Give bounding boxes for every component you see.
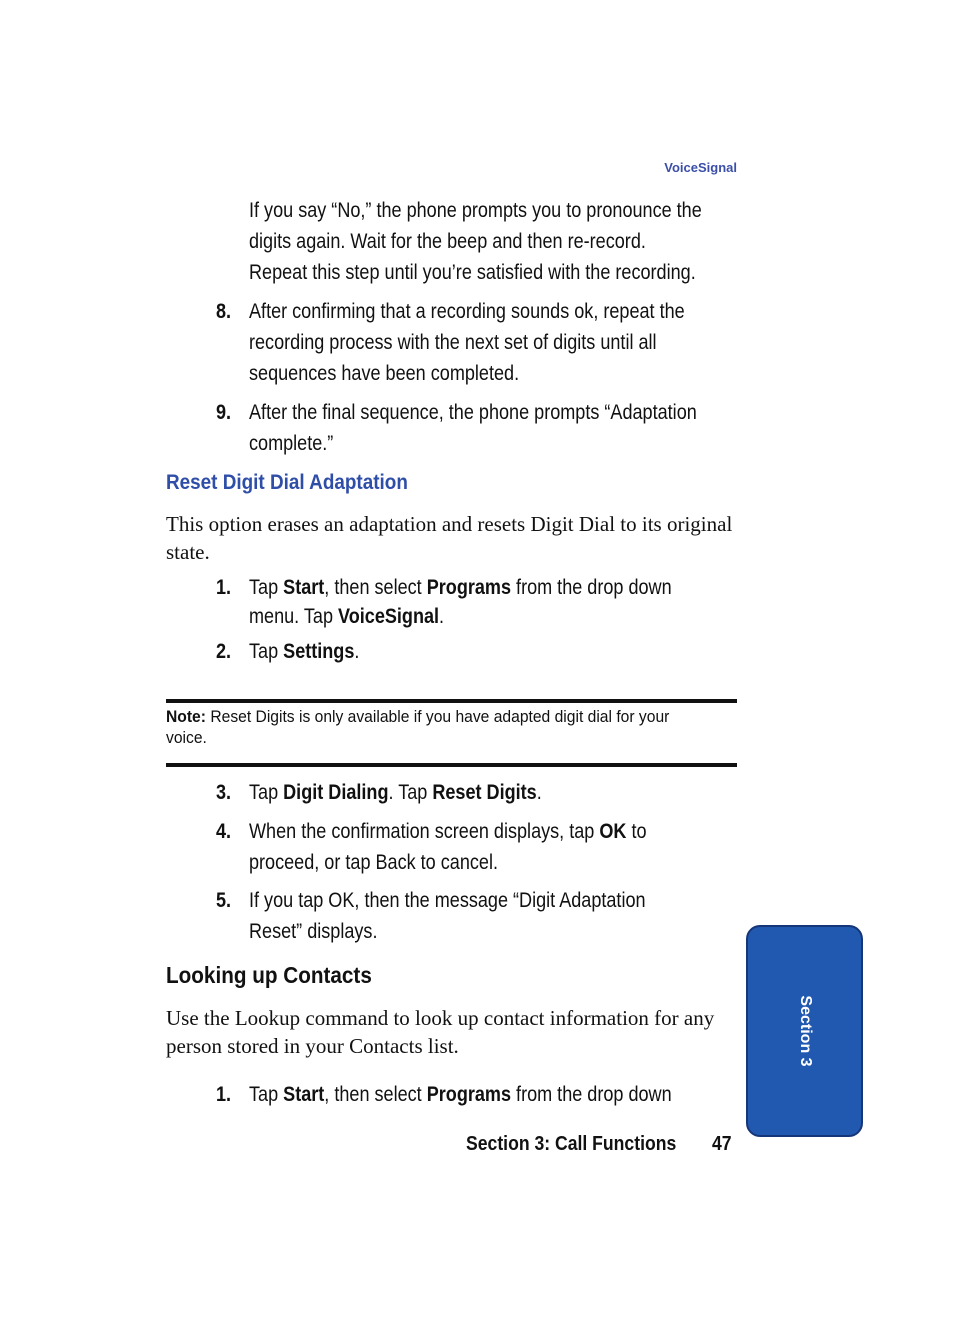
step-8-line-3: sequences have been completed.: [249, 362, 520, 385]
reset-step-3-number: 3.: [216, 781, 232, 804]
step-8-line-1: After confirming that a recording sounds ok, repeat the: [249, 300, 685, 323]
running-head: VoiceSignal: [664, 160, 737, 175]
intro-line-3: Repeat this step until you’re satisfied with the recording.: [249, 261, 696, 284]
reset-step-1-line-1: Tap Start, then select Programs from the drop down: [249, 576, 672, 599]
lookup-step-1-line: Tap Start, then select Programs from the drop down: [249, 1083, 672, 1106]
reset-step-1-line-2: menu. Tap VoiceSignal.: [249, 605, 445, 628]
note-bottom-rule: [166, 763, 737, 767]
note-line-2: voice.: [166, 728, 207, 747]
step-9-number: 9.: [216, 401, 232, 424]
step-9-line-2: complete.”: [249, 432, 334, 455]
lookup-body: Use the Lookup command to look up contact information for any person stored in your Contacts list.: [166, 1006, 715, 1058]
reset-step-5-line-2: Reset” displays.: [249, 920, 378, 943]
reset-step-5-number: 5.: [216, 889, 232, 912]
footer-section-title: Section 3: Call Functions: [466, 1133, 677, 1155]
step-9-line-1: After the final sequence, the phone prompts “Adaptation: [249, 401, 697, 424]
reset-step-1-number: 1.: [216, 576, 232, 599]
reset-step-2-number: 2.: [216, 640, 232, 663]
reset-step-5-line-1: If you tap OK, then the message “Digit Adaptation: [249, 889, 646, 912]
step-8-number: 8.: [216, 300, 232, 323]
step-8-line-2: recording process with the next set of digits until all: [249, 331, 657, 354]
reset-step-2-line: Tap Settings.: [249, 640, 360, 663]
lookup-heading: Looking up Contacts: [166, 962, 372, 988]
reset-step-3-line: Tap Digit Dialing. Tap Reset Digits.: [249, 781, 542, 804]
footer-page-number: 47: [712, 1133, 732, 1155]
reset-body: This option erases an adaptation and resets Digit Dial to its original state.: [166, 512, 733, 564]
reset-step-4-number: 4.: [216, 820, 232, 843]
lookup-step-1-number: 1.: [216, 1083, 232, 1106]
note-top-rule: [166, 699, 737, 703]
intro-line-1: If you say “No,” the phone prompts you to pronounce the: [249, 199, 702, 222]
section-tab: [746, 925, 863, 1137]
section-tab-label: Section 3: [796, 995, 814, 1067]
note-line-1: Note: Reset Digits is only available if you have adapted digit dial for your: [166, 707, 670, 726]
reset-heading: Reset Digit Dial Adaptation: [166, 471, 408, 494]
intro-line-2: digits again. Wait for the beep and then re-record.: [249, 230, 646, 253]
reset-step-4-line-1: When the confirmation screen displays, tap OK to: [249, 820, 647, 843]
reset-step-4-line-2: proceed, or tap Back to cancel.: [249, 851, 498, 874]
